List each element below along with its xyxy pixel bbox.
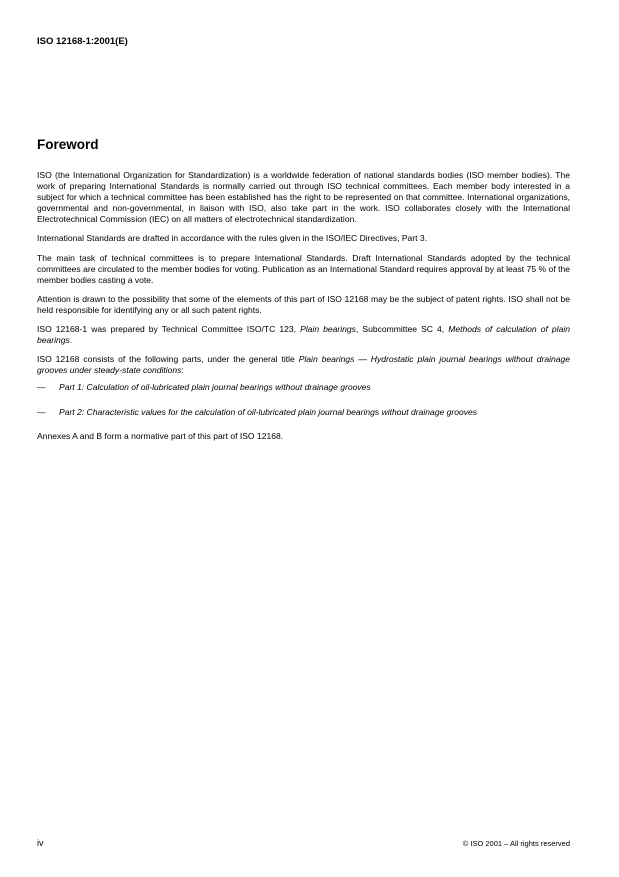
document-id: ISO 12168-1:2001(E): [37, 36, 128, 47]
list-item-part1: [37, 382, 570, 393]
copyright-notice: © ISO 2001 – All rights reserved: [462, 839, 570, 848]
paragraph-parts: [37, 354, 570, 376]
foreword-body: [37, 170, 570, 450]
part1-title: Part 1: Calculation of oil-lubricated plain journal bearings without drainage grooves: [59, 382, 371, 393]
paragraph-technical-committees: The main task of technical committees is to prepare International Standards. Draft International Standards adopted by the technical committees are circulated to the member bodies for voting. Publication as an International Standard requires approval by at least 75 % of the member bodies casting a vote.: [37, 252, 570, 285]
paragraph-patent-rights: Attention is drawn to the possibility that some of the elements of this part of ISO 12168 may be the subject of patent rights. ISO shall not be held responsible for identifying any or all such patent rights.: [37, 293, 570, 315]
dash-bullet: —: [37, 406, 46, 417]
paragraph-prepared-by: [37, 324, 570, 346]
part2-title: Part 2: Characteristic values for the calculation of oil-lubricated plain journal bearings without drainage grooves: [59, 406, 478, 417]
dash-bullet: —: [37, 382, 46, 393]
page-number: iv: [37, 838, 44, 848]
subcommittee-text: , Subcommittee SC 4,: [355, 324, 449, 335]
paragraph-directives: International Standards are drafted in accordance with the rules given in the ISO/IEC Directives, Part 3.: [37, 233, 428, 244]
committee-title: Plain bearings: [300, 324, 356, 335]
page-title: Foreword: [37, 137, 99, 152]
colon: :: [181, 365, 184, 376]
list-item-part2: [37, 407, 570, 418]
period: .: [69, 335, 73, 346]
paragraph-iso-overview: ISO (the International Organization for Standardization) is a worldwide federation of national standards bodies (ISO member bodies). The work of preparing International Standards is normally carried out through ISO technical committees. Each member body interested in a subject for which a technical committee has been established has the right to be represented on that committee. International organizations, governmental and non-governmental, in liaison with ISO, also take part in the work. ISO collaborates closely with the International Electrotechnical Commission (IEC) on all matters of electrotechnical standardization.: [37, 170, 570, 225]
parts-intro-text: ISO 12168 consists of the following parts, under the general title: [37, 354, 299, 365]
subcommittee-title: Methods of calculation of plain bearings: [37, 324, 570, 346]
prepared-by-text: ISO 12168-1 was prepared by Technical Committee ISO/TC 123,: [37, 324, 301, 335]
general-title: Plain bearings — Hydrostatic plain journal bearings without drainage grooves under steady-state conditions: [37, 354, 570, 376]
paragraph-annexes: Annexes A and B form a normative part of this part of ISO 12168.: [37, 430, 284, 441]
